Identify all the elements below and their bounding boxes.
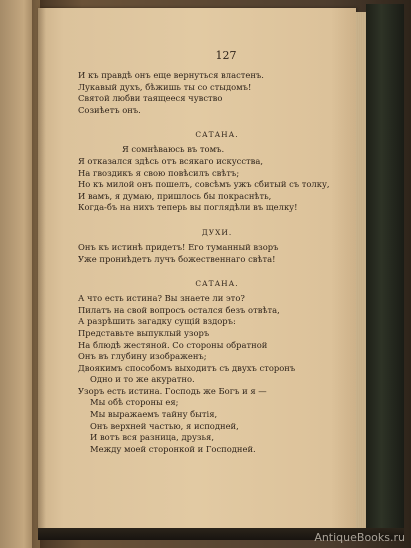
- page-content: [78, 48, 356, 455]
- text-line: А что есть истина? Вы знаете ли это?: [78, 293, 245, 304]
- text-line: Онъ въ глубину изображенъ;: [78, 351, 207, 362]
- text-line: Онъ верхней частью, я исподней,: [90, 420, 239, 431]
- text-line: Двоякимъ способомъ выходитъ съ двухъ сторонъ: [78, 362, 296, 373]
- text-line: Лукавый духъ, бѣжишь ты со стыдомъ!: [78, 81, 252, 92]
- text-line: Одно и то же акуратно.: [90, 374, 195, 385]
- speaker-label: САТАНА.: [195, 130, 239, 140]
- text-line: На гвоздикъ я свою повѣсилъ свѣтъ;: [78, 167, 240, 178]
- text-line: Между моей сторонкой и Господней.: [90, 443, 256, 454]
- text-line: Святой любви таящееся чувство: [78, 93, 223, 104]
- spine-shadow: [32, 0, 46, 548]
- text-line: И вотъ вся разница, друзья,: [90, 432, 215, 443]
- text-line: Онъ къ истинѣ придетъ! Его туманный взоръ: [78, 241, 279, 252]
- text-line: Но къ милой онъ пошелъ, совсѣмъ ужъ сбитый съ толку,: [78, 179, 330, 190]
- speaker-label: САТАНА.: [195, 279, 239, 289]
- text-line: Я отказался здѣсь отъ всякаго искусства,: [78, 155, 264, 166]
- text-line: Я сомнѣваюсь въ томъ.: [122, 144, 225, 155]
- text-line: Узоръ есть истина. Господь же Богъ и я —: [78, 385, 267, 396]
- text-line: А разрѣшить загадку сущій вздоръ:: [78, 316, 236, 327]
- text-line: Созиѣетъ онъ.: [78, 104, 141, 115]
- watermark: AntiqueBooks.ru: [314, 531, 405, 544]
- text-line: И вамъ, я думаю, пришлось бы покраснѣть,: [78, 190, 272, 201]
- page-edges: [356, 12, 366, 528]
- text-line: Мы обѣ стороны ея;: [90, 397, 179, 408]
- text-line: Уже прониѣдетъ лучъ божественнаго свѣта!: [78, 253, 276, 264]
- text-line: Мы выражаемъ тайну бытія,: [90, 409, 218, 420]
- text-line: Представьте выпуклый узоръ: [78, 327, 210, 338]
- text-line: На блюдѣ жестяной. Со стороны обратной: [78, 339, 268, 350]
- text-line: Когда-бъ на нихъ теперь вы поглядѣли въ щелку!: [78, 202, 298, 213]
- book-cover: [366, 4, 404, 540]
- speaker-label: ДУХИ.: [201, 227, 233, 237]
- text-line: И къ правдѣ онъ еще вернуться властенъ.: [78, 70, 264, 80]
- page-number: 127: [215, 49, 237, 62]
- text-line: Пилатъ на свой вопросъ остался безъ отвѣта,: [78, 304, 280, 315]
